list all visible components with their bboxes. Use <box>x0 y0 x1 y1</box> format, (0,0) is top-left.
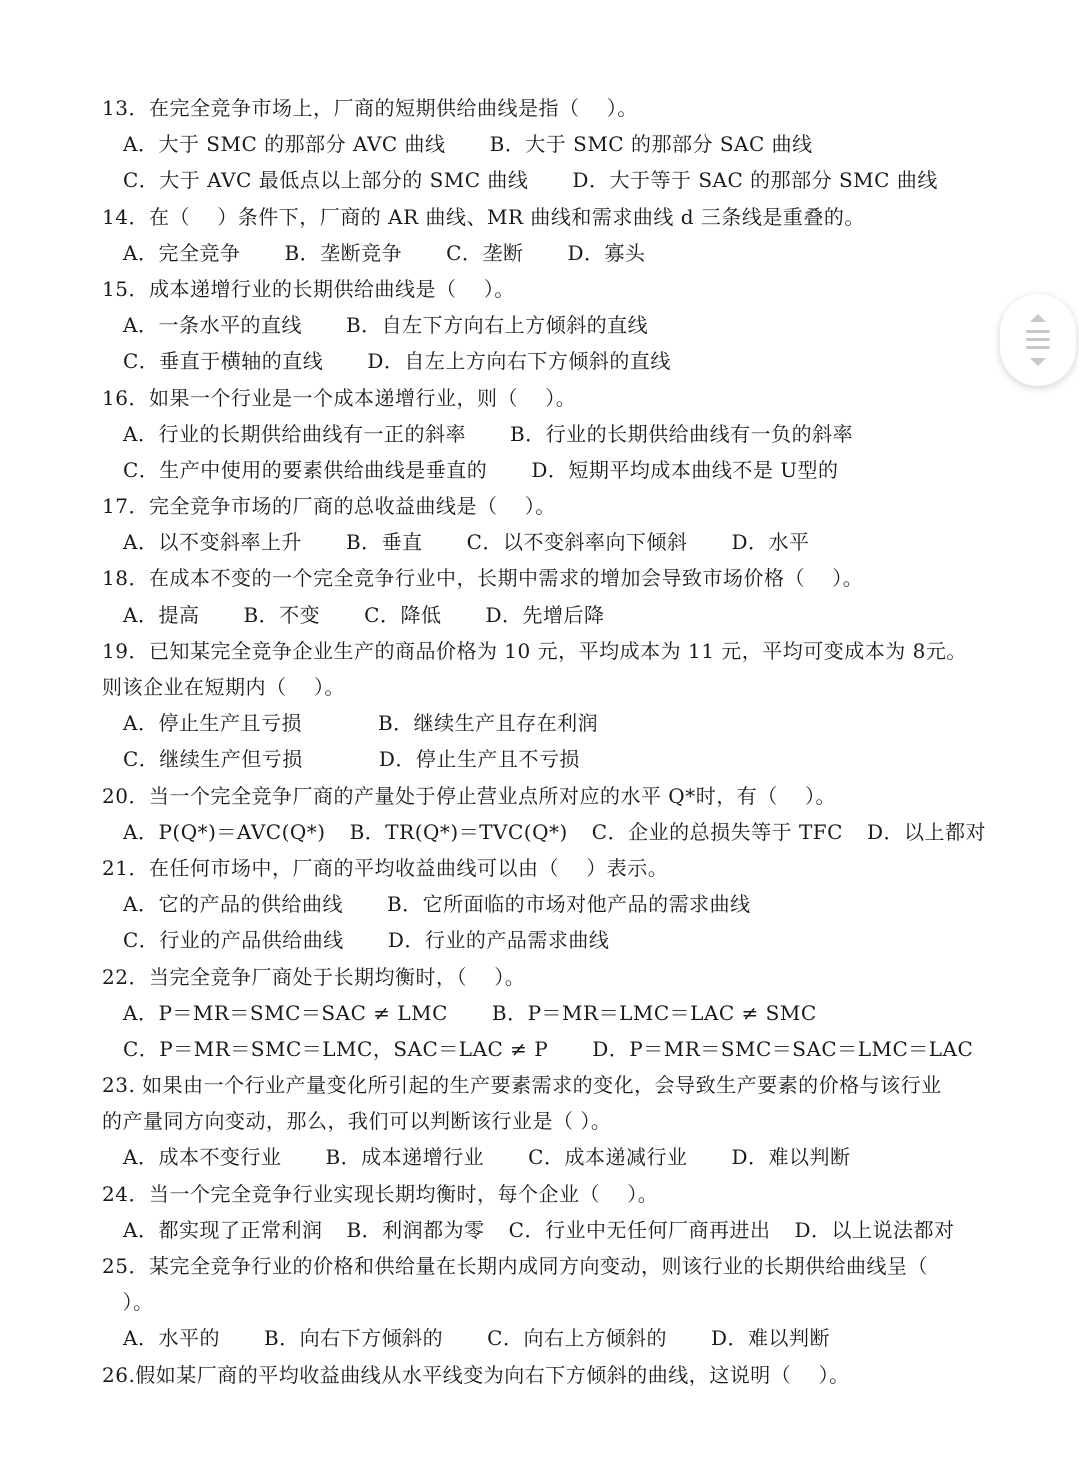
option: A．都实现了正常利润 <box>123 1217 323 1242</box>
option: D．短期平均成本曲线不是 U型的 <box>531 457 839 482</box>
question-line: 22．当完全竞争厂商处于长期均衡时，（ ）。 <box>102 964 526 989</box>
options-line <box>102 235 1002 271</box>
question-line: 14．在（ ）条件下，厂商的 AR 曲线、MR 曲线和需求曲线 d 三条线是重叠的。 <box>102 204 865 229</box>
option: B．TR(Q*)＝TVC(Q*) <box>349 819 568 844</box>
option: B．向右下方倾斜的 <box>263 1326 444 1351</box>
option: B．自左下方向右上方倾斜的直线 <box>345 313 649 338</box>
option: D．水平 <box>731 530 810 555</box>
option: A．它的产品的供给曲线 <box>123 892 343 917</box>
options-line <box>102 416 1002 452</box>
option: C．生产中使用的要素供给曲线是垂直的 <box>123 457 488 482</box>
options-line <box>102 741 1002 777</box>
option: A．大于 SMC 的那部分 AVC 曲线 <box>123 132 446 157</box>
option: C．P＝MR＝SMC＝LMC，SAC＝LAC ≠ P <box>123 1036 549 1061</box>
option: B．利润都为零 <box>346 1217 485 1242</box>
question-line: 的产量同方向变动，那么，我们可以判断该行业是（ ）。 <box>102 1109 612 1134</box>
option: A．提高 <box>123 602 200 627</box>
option: A．以不变斜率上升 <box>123 530 302 555</box>
options-line <box>102 162 1002 198</box>
option: A．成本不变行业 <box>123 1145 282 1170</box>
question-line: 24．当一个完全竞争行业实现长期均衡时，每个企业（ ）。 <box>102 1181 659 1206</box>
option: C．以不变斜率向下倾斜 <box>466 530 688 555</box>
option: B．行业的长期供给曲线有一负的斜率 <box>509 421 854 446</box>
option: C．垄断 <box>446 240 524 265</box>
question-line: 16．如果一个行业是一个成本递增行业，则（ ）。 <box>102 385 577 410</box>
question-line: 17．完全竞争市场的厂商的总收益曲线是（ ）。 <box>102 494 556 519</box>
question-line: 26.假如某厂商的平均收益曲线从水平线变为向右下方倾斜的曲线，这说明（ ）。 <box>102 1362 850 1387</box>
option: D．寡头 <box>567 240 646 265</box>
option: A．一条水平的直线 <box>123 313 302 338</box>
option: D．行业的产品需求曲线 <box>387 928 610 953</box>
option: D．难以判断 <box>710 1326 831 1351</box>
options-line <box>102 995 1002 1031</box>
option: D．P＝MR＝SMC＝SAC＝LMC＝LAC <box>592 1036 974 1061</box>
options-line <box>102 705 1002 741</box>
question-line: ）。 <box>102 1290 154 1315</box>
option: D．自左上方向右下方倾斜的直线 <box>367 349 671 374</box>
option: B．它所面临的市场对他产品的需求曲线 <box>386 892 751 917</box>
option: A．完全竞争 <box>123 240 241 265</box>
question-line: 18．在成本不变的一个完全竞争行业中，长期中需求的增加会导致市场价格（ ）。 <box>102 566 864 591</box>
options-line <box>102 597 1002 633</box>
document-page <box>102 90 1002 1393</box>
option: D．难以判断 <box>731 1145 851 1170</box>
options-line <box>102 814 1002 850</box>
option: C．大于 AVC 最低点以上部分的 SMC 曲线 <box>123 168 529 193</box>
options-line <box>102 126 1002 162</box>
options-line <box>102 1212 1002 1248</box>
option: C．行业中无任何厂商再进出 <box>508 1217 771 1242</box>
options-line <box>102 1031 1002 1067</box>
option: B．P＝MR＝LMC＝LAC ≠ SMC <box>491 1000 817 1025</box>
option: C．行业的产品供给曲线 <box>123 928 344 953</box>
question-line: 20．当一个完全竞争厂商的产量处于停止营业点所对应的水平 Q*时，有（ ）。 <box>102 783 837 808</box>
option: D．大于等于 SAC 的那部分 SMC 曲线 <box>572 168 938 193</box>
option: D．停止生产且不亏损 <box>378 747 580 772</box>
option: B．大于 SMC 的那部分 SAC 曲线 <box>489 132 813 157</box>
option: C．成本递减行业 <box>528 1145 688 1170</box>
option: C．企业的总损失等于 TFC <box>591 819 843 844</box>
option: B．垂直 <box>345 530 423 555</box>
options-line <box>102 922 1002 958</box>
option: C．降低 <box>364 602 442 627</box>
options-line <box>102 1320 1002 1356</box>
option: C．继续生产但亏损 <box>123 747 303 772</box>
option: A．停止生产且亏损 <box>123 711 302 736</box>
option: C．向右上方倾斜的 <box>487 1326 667 1351</box>
option: C．垂直于横轴的直线 <box>123 349 324 374</box>
option: B．成本递增行业 <box>325 1145 485 1170</box>
option: A．水平的 <box>123 1326 220 1351</box>
question-line: 则该企业在短期内（ ）。 <box>102 675 345 699</box>
options-line <box>102 1139 1002 1175</box>
option: A．P(Q*)＝AVC(Q*) <box>123 819 326 844</box>
option: D．以上说法都对 <box>794 1217 955 1242</box>
question-line: 21．在任何市场中，厂商的平均收益曲线可以由（ ）表示。 <box>102 855 669 880</box>
options-line <box>102 886 1002 922</box>
question-line: 25．某完全竞争行业的价格和供给量在长期内成同方向变动，则该行业的长期供给曲线呈（ <box>102 1254 928 1278</box>
question-line: 13．在完全竞争市场上，厂商的短期供给曲线是指（ ）。 <box>102 96 638 120</box>
option: B．不变 <box>243 602 321 627</box>
options-line <box>102 307 1002 343</box>
option: D．以上都对 <box>866 819 987 844</box>
question-line: 19．已知某完全竞争企业生产的商品价格为 10 元，平均成本为 11 元，平均可变成本为 8元。 <box>102 638 967 663</box>
option: B．继续生产且存在利润 <box>377 711 599 736</box>
question-line: 23. 如果由一个行业产量变化所引起的生产要素需求的变化，会导致生产要素的价格与该行业 <box>102 1073 942 1098</box>
question-line: 15．成本递增行业的长期供给曲线是（ ）。 <box>102 276 515 301</box>
option: D．先增后降 <box>485 602 605 627</box>
option: A．P＝MR＝SMC＝SAC ≠ LMC <box>123 1000 448 1025</box>
options-line <box>102 452 1002 488</box>
options-line <box>102 524 1002 560</box>
options-line <box>102 343 1002 379</box>
option: B．垄断竞争 <box>284 240 403 265</box>
scroll-handle[interactable] <box>1000 294 1076 386</box>
option: A．行业的长期供给曲线有一正的斜率 <box>123 421 466 446</box>
scroll-arrows-icon <box>1022 312 1054 368</box>
